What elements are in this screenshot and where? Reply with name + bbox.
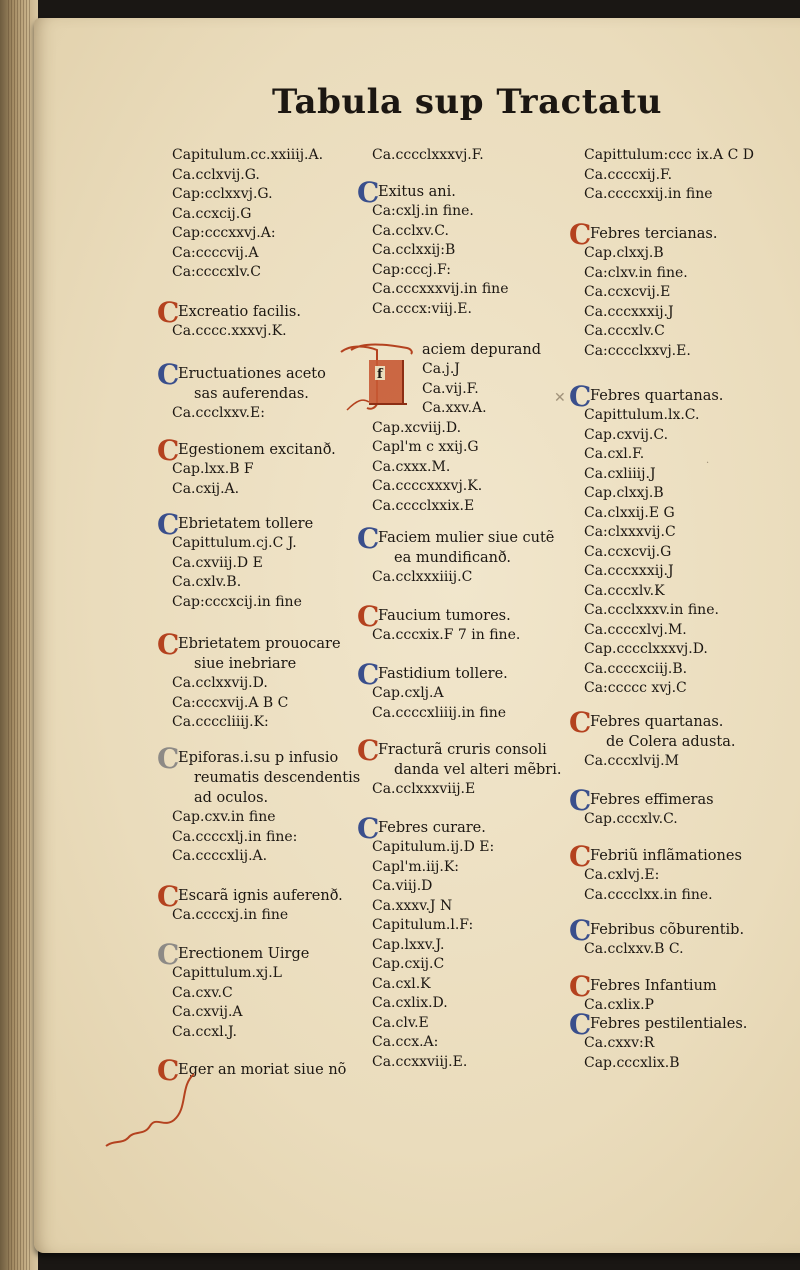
chapter-reference: Cap.cxv.in fine: [172, 809, 276, 825]
chapter-reference: Ca.cccxlvij.M: [584, 753, 679, 769]
index-entry: [357, 600, 521, 646]
index-entry: [569, 706, 736, 772]
entry-heading-continued: danda vel alteri mẽbri.: [394, 762, 562, 778]
rubric-pilcrow-icon: C: [569, 970, 592, 1003]
chapter-reference: Cap.cxij.C: [372, 956, 445, 972]
rubric-pilcrow-icon: C: [157, 938, 180, 971]
chapter-reference: Ca:ccccvij.A: [172, 244, 259, 261]
rubric-pilcrow-icon: C: [357, 522, 380, 555]
entry-heading: Febres quartanas.: [590, 714, 724, 730]
decorated-initial-f-icon: [337, 340, 415, 412]
chapter-reference: Ca.cccxlv.C: [584, 323, 665, 339]
index-entry: [157, 628, 341, 733]
chapter-reference: Ca.cxij.A.: [172, 480, 240, 497]
entry-heading: Fastidium tollere.: [378, 666, 508, 682]
entry-heading: Faucium tumores.: [378, 608, 511, 624]
entry-heading: Erectionem Uirge: [178, 946, 310, 962]
chapter-reference: Ca.j.J: [422, 361, 460, 377]
chapter-reference: Ca:cccclxxvj.E.: [584, 342, 691, 359]
entry-heading: Febriũ inflãmationes: [590, 848, 742, 864]
chapter-reference: Ca.ccclxxxv.in fine.: [584, 602, 719, 618]
entry-heading: Ebrietatem prouocare: [178, 636, 341, 652]
chapter-reference: Ca.ccccliiij.K:: [172, 714, 269, 730]
chapter-reference: Cap:cclxxvj.G.: [172, 186, 273, 202]
index-entry: [357, 176, 509, 319]
chapter-reference: Ca.ccccxlij.A.: [172, 848, 268, 864]
chapter-reference: Ca.ccccxciij.B.: [584, 660, 688, 677]
rubric-pilcrow-icon: C: [157, 296, 180, 329]
chapter-reference: Ca.cxxv:R: [584, 1035, 655, 1051]
chapter-reference: Ca.ccxcij.G: [172, 205, 252, 222]
red-flourish-icon: [94, 1068, 204, 1148]
svg-text:f: f: [377, 367, 383, 382]
chapter-reference: Ca:ccccc xvj.C: [584, 680, 687, 696]
index-entry: [157, 742, 361, 867]
chapter-reference: Ca.ccxxviij.E.: [372, 1053, 468, 1070]
entry-heading: Febres Infantium: [590, 978, 717, 994]
entry-heading: Febribus cõburentib.: [590, 922, 745, 938]
entry-heading-continued: sas auferendas.: [194, 386, 309, 402]
chapter-reference: Cap.lxx.B F: [172, 461, 254, 477]
rubric-pilcrow-icon: C: [157, 1054, 180, 1087]
rubric-pilcrow-icon: C: [157, 508, 180, 541]
chapter-reference: Ca.clv.E: [372, 1014, 429, 1031]
chapter-reference: Ca.cccclxxxvj.F.: [372, 147, 484, 163]
rubric-pilcrow-icon: C: [357, 658, 380, 691]
chapter-reference: Capl'm.iij.K:: [372, 858, 459, 875]
chapter-reference: Ca:clxv.in fine.: [584, 264, 688, 281]
chapter-reference: Ca.viij.D: [372, 878, 433, 894]
rubric-pilcrow-icon: C: [569, 914, 592, 947]
rubric-pilcrow-icon: C: [569, 840, 592, 873]
entry-heading: Epiforas.i.su p infusio: [178, 750, 339, 766]
index-entry: [569, 970, 717, 1016]
chapter-reference: Cap.cccxlv.C.: [584, 811, 678, 827]
chapter-reference: Ca.cccxxxij.J: [584, 563, 674, 579]
entry-heading: Eructuationes aceto: [178, 366, 326, 382]
chapter-reference: Cap.cccclxxxvj.D.: [584, 641, 708, 657]
chapter-reference: Cap.cccxlix.B: [584, 1054, 680, 1071]
chapter-reference: Ca:ccccxlv.C: [172, 264, 261, 280]
entry-heading-continued: de Colera adusta.: [606, 734, 736, 750]
rubric-pilcrow-icon: C: [157, 742, 180, 775]
chapter-reference: Ca.cxv.C: [172, 984, 233, 1001]
chapter-reference: Ca.ccccxxij.in fine: [584, 186, 713, 202]
chapter-reference: Cap.xcviij.D.: [372, 419, 462, 436]
chapter-reference: Ca.clxxij.E G: [584, 504, 675, 521]
chapter-reference: Capittulum.cj.C J.: [172, 535, 297, 551]
chapter-reference: Ca.cclxxxiiij.C: [372, 569, 473, 585]
chapter-reference: Ca.cxxx.M.: [372, 458, 451, 475]
chapter-reference: Ca.cccx:viij.E.: [372, 300, 472, 317]
chapter-reference: Capl'm c xxij.G: [372, 439, 479, 455]
rubric-pilcrow-icon: C: [569, 218, 592, 251]
chapter-reference: Ca.cccxxxij.J: [584, 303, 674, 320]
chapter-reference: Ca.cxl.F.: [584, 446, 645, 462]
index-entry: [569, 914, 745, 960]
chapter-reference: Ca.ccxcvij.E: [584, 284, 671, 300]
chapter-reference: Ca.cxlvj.E:: [584, 867, 660, 883]
entry-heading: Febres effimeras: [590, 792, 714, 808]
index-entry: [372, 146, 484, 166]
index-entry: [157, 880, 343, 926]
chapter-reference: Ca.ccccxij.F.: [584, 166, 673, 183]
entry-heading: Febres pestilentiales.: [590, 1016, 748, 1032]
chapter-reference: Ca.cxlix.P: [584, 997, 654, 1013]
chapter-reference: Ca.ccccxlvj.M.: [584, 621, 687, 638]
entry-heading: aciem depurand: [422, 342, 542, 358]
index-entry: [569, 218, 718, 361]
chapter-reference: Ca.ccclxxv.E:: [172, 405, 265, 421]
entry-heading: Febres curare.: [378, 820, 486, 836]
chapter-reference: Cap:cccj.F:: [372, 261, 451, 278]
chapter-reference: Cap:cccxxvj.A:: [172, 225, 276, 241]
entry-heading: Eger an moriat siue nõ: [178, 1062, 347, 1078]
index-entry: [157, 434, 336, 499]
chapter-reference: Capittulum.xj.L: [172, 965, 282, 981]
chapter-reference: Cap:cccxcij.in fine: [172, 593, 302, 610]
chapter-reference: Cap.cxvij.C.: [584, 426, 669, 443]
rubric-pilcrow-icon: C: [357, 176, 380, 209]
rubric-pilcrow-icon: C: [157, 358, 180, 391]
chapter-reference: Ca.ccxcvij.G: [584, 543, 672, 560]
rubric-pilcrow-icon: C: [357, 600, 380, 633]
margin-dot-icon: ·: [706, 458, 710, 469]
chapter-reference: Ca.cccc.xxxvj.K.: [172, 323, 287, 339]
index-entry: [584, 146, 754, 205]
entry-heading: Exitus ani.: [378, 184, 456, 200]
chapter-reference: Ca.cclxv.C.: [372, 222, 449, 239]
chapter-reference: Capittulum:ccc ix.A C D: [584, 147, 754, 163]
chapter-reference: Ca.cclxxij:B: [372, 242, 456, 258]
chapter-reference: Capitulum.l.F:: [372, 917, 474, 933]
entry-heading: Febres tercianas.: [590, 226, 718, 242]
chapter-reference: Ca.cxliiij.J: [584, 465, 656, 482]
index-entry: [157, 296, 301, 342]
chapter-reference: Ca.cclxxxviij.E: [372, 781, 476, 797]
index-entry: [569, 1008, 748, 1073]
chapter-reference: Capitulum.ij.D E:: [372, 839, 495, 855]
index-entry: [569, 380, 724, 699]
rubric-pilcrow-icon: C: [569, 1008, 592, 1041]
index-entry: [357, 658, 508, 723]
index-entry: [357, 812, 495, 1072]
chapter-reference: Ca.cclxxv.B C.: [584, 941, 684, 957]
index-entry: [372, 340, 542, 516]
page-title: Tabula sup Tractatu: [272, 82, 662, 122]
rubric-pilcrow-icon: C: [157, 880, 180, 913]
chapter-reference: Ca.xxv.A.: [422, 400, 487, 416]
chapter-reference: Ca.ccxl.J.: [172, 1023, 237, 1040]
index-entry: [157, 938, 310, 1042]
rubric-pilcrow-icon: C: [569, 380, 592, 413]
index-entry: [357, 522, 555, 588]
chapter-reference: Ca.cccxix.F 7 in fine.: [372, 627, 521, 643]
chapter-reference: Cap.cxlj.A: [372, 685, 444, 701]
chapter-reference: Ca.cccxlv.K: [584, 582, 665, 599]
chapter-reference: Ca.cxvij.A: [172, 1004, 243, 1020]
entry-heading-continued: siue inebriare: [194, 656, 297, 672]
chapter-reference: Ca.cxlix.D.: [372, 995, 448, 1011]
chapter-reference: Ca.ccccxliiij.in fine: [372, 704, 507, 721]
chapter-reference: Ca.cxl.K: [372, 975, 431, 992]
index-entry: [569, 784, 714, 830]
chapter-reference: Ca.cccxxxvij.in fine: [372, 281, 509, 297]
index-entry: [357, 734, 562, 800]
chapter-reference: Ca.ccccxlj.in fine:: [172, 828, 298, 845]
index-entry: [569, 840, 742, 905]
chapter-reference: Ca.cclxxvij.D.: [172, 675, 268, 691]
chapter-reference: Cap.clxxj.B: [584, 485, 664, 501]
entry-heading: Fracturã cruris consoli: [378, 742, 547, 758]
chapter-reference: Ca.cccclxx.in fine.: [584, 886, 713, 903]
index-entry: [157, 358, 326, 424]
margin-mark-icon: ✕: [554, 390, 566, 406]
index-entry: [157, 508, 314, 612]
rubric-pilcrow-icon: C: [357, 734, 380, 767]
chapter-reference: Ca.cxlv.B.: [172, 574, 242, 590]
chapter-reference: Ca.ccx.A:: [372, 1034, 439, 1050]
entry-heading: Escarã ignis auferenð.: [178, 888, 343, 904]
entry-heading: Ebrietatem tollere: [178, 516, 314, 532]
entry-heading-continued: ea mundificanð.: [394, 550, 512, 566]
entry-heading-continued: ad oculos.: [194, 790, 269, 806]
chapter-reference: Ca:cccxvij.A B C: [172, 694, 289, 711]
entry-heading: Excreatio facilis.: [178, 304, 301, 320]
entry-heading-continued: reumatis descendentis: [194, 770, 361, 786]
chapter-reference: Capitulum.cc.xxiiij.A.: [172, 147, 324, 163]
chapter-reference: Capittulum.lx.C.: [584, 407, 700, 423]
chapter-reference: Ca:clxxxvij.C: [584, 524, 676, 540]
rubric-pilcrow-icon: C: [157, 434, 180, 467]
rubric-pilcrow-icon: C: [569, 706, 592, 739]
index-entry: [172, 146, 323, 283]
rubric-pilcrow-icon: C: [157, 628, 180, 661]
chapter-reference: Cap.lxxv.J.: [372, 936, 445, 953]
manuscript-page: [34, 18, 800, 1253]
chapter-reference: Ca.cccclxxix.E: [372, 497, 475, 514]
book-fore-edge: [0, 0, 38, 1270]
chapter-reference: Ca:cxlj.in fine.: [372, 203, 474, 219]
entry-heading: Egestionem excitanð.: [178, 442, 336, 458]
chapter-reference: Ca.xxxv.J N: [372, 897, 453, 914]
rubric-pilcrow-icon: C: [357, 812, 380, 845]
chapter-reference: Ca.ccccxj.in fine: [172, 907, 289, 923]
chapter-reference: Ca.cclxvij.G.: [172, 166, 260, 183]
chapter-reference: Ca.ccccxxxvj.K.: [372, 478, 483, 494]
entry-heading: Febres quartanas.: [590, 388, 724, 404]
chapter-reference: Ca.vij.F.: [422, 380, 479, 397]
chapter-reference: Cap.clxxj.B: [584, 245, 664, 261]
chapter-reference: Ca.cxviij.D E: [172, 554, 263, 571]
rubric-pilcrow-icon: C: [569, 784, 592, 817]
entry-heading: Faciem mulier siue cutẽ: [378, 530, 555, 546]
